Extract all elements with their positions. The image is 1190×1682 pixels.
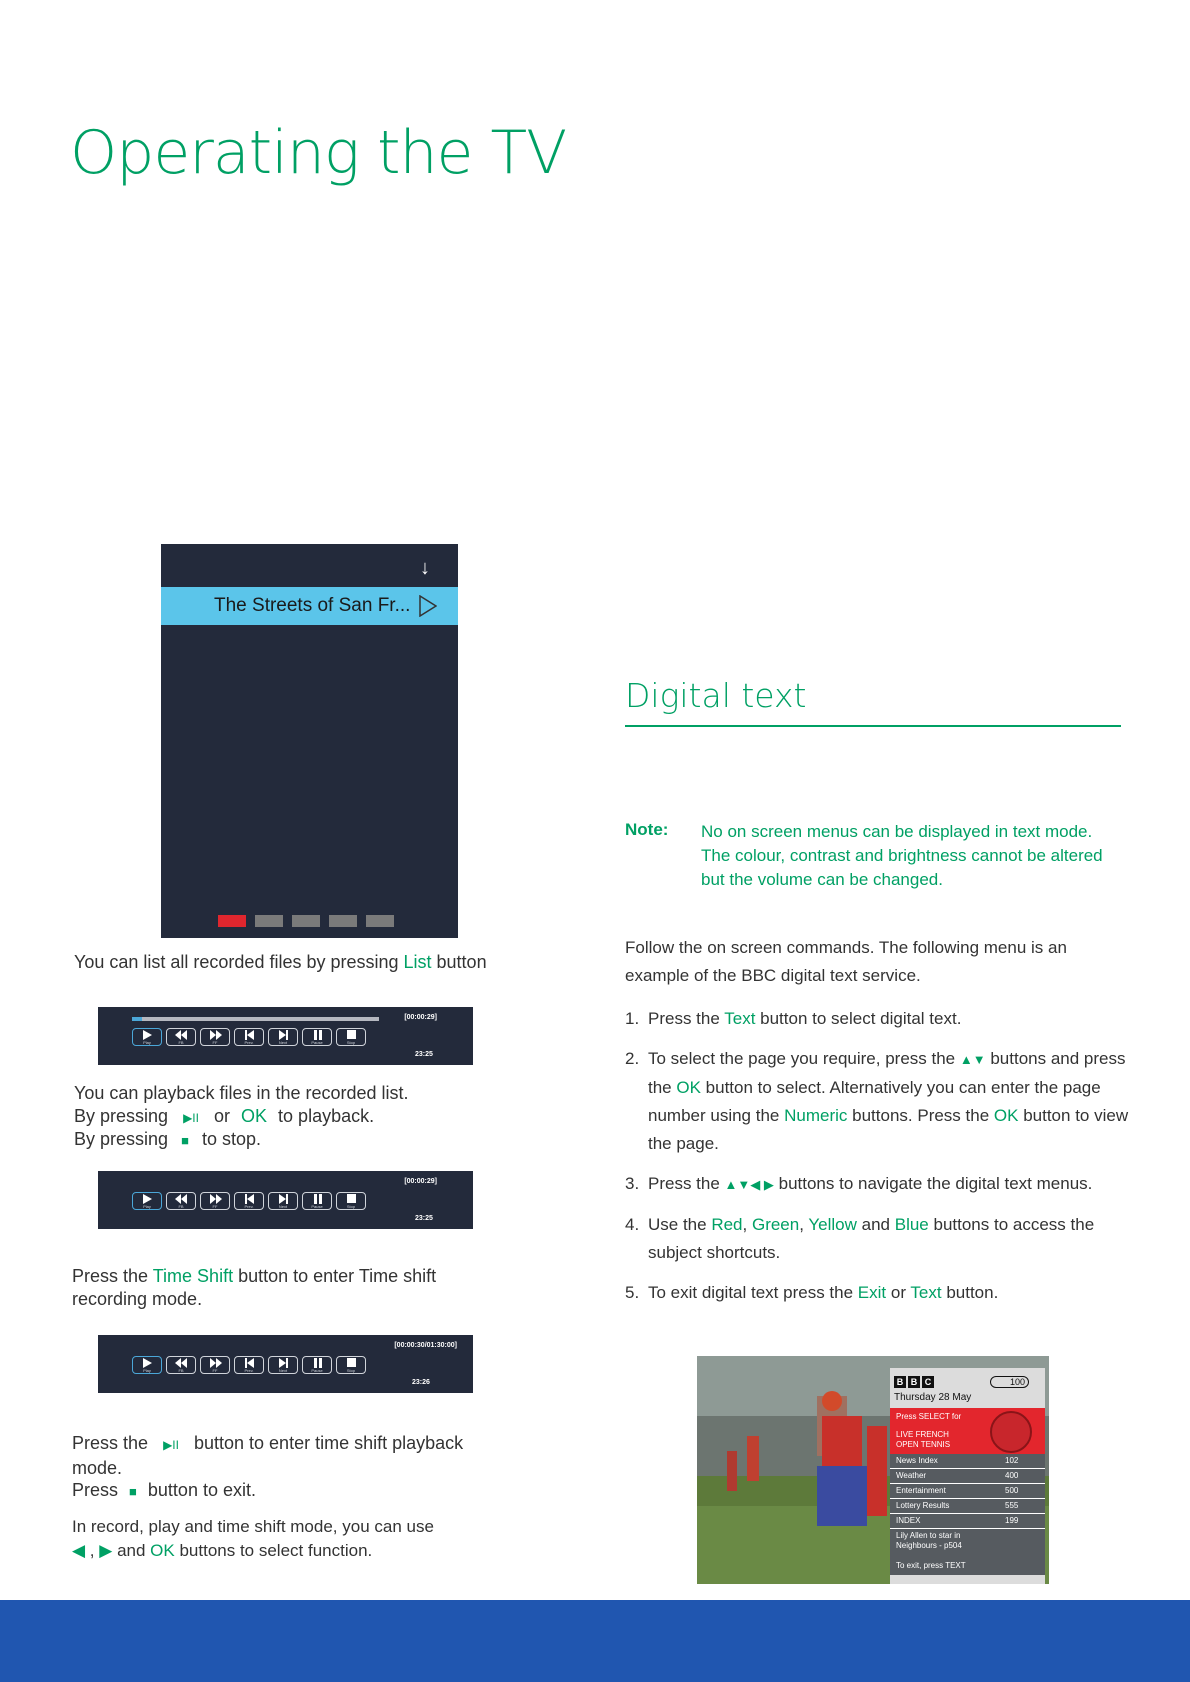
teletext-panel xyxy=(890,1368,1045,1584)
prev-button[interactable] xyxy=(234,1192,264,1210)
player-controls xyxy=(132,1356,366,1374)
previous-icon xyxy=(243,1194,256,1204)
yellow-keyword: Yellow xyxy=(808,1215,857,1234)
timeshift-time: [00:00:30/01:30:00] xyxy=(394,1342,457,1349)
play-icon xyxy=(141,1358,154,1368)
elapsed-time: [00:00:29] xyxy=(404,1178,437,1185)
up-down-arrows-icon: ▲▼ xyxy=(959,1052,986,1067)
fast-forward-icon xyxy=(209,1030,222,1040)
play-pause-icon: ▶II xyxy=(183,1111,199,1125)
teletext-row[interactable]: News Index 102 xyxy=(890,1454,1045,1469)
page-dot[interactable] xyxy=(366,915,394,927)
exit-caption xyxy=(72,1479,256,1503)
control-label: FF xyxy=(212,1368,218,1373)
next-button[interactable] xyxy=(268,1192,298,1210)
promo-line1: Press SELECT for xyxy=(896,1412,962,1421)
step-item: 1. Press the Text button to select digital text. xyxy=(625,1009,962,1028)
playback-line1: You can playback files in the recorded list. xyxy=(74,1083,409,1103)
player-bar-list xyxy=(98,1171,473,1229)
teletext-exit-hint: To exit, press TEXT xyxy=(890,1557,1045,1575)
control-label: Next xyxy=(278,1040,288,1045)
stop-button[interactable] xyxy=(336,1028,366,1046)
list-caption-text: You can list all recorded files by pressing xyxy=(74,952,404,972)
page-title: Operating the TV xyxy=(70,118,567,188)
footer-band xyxy=(0,1600,1190,1682)
step-item: 4. Use the Red, Green, Yellow and Blue buttons to access the subject shortcuts. xyxy=(625,1215,1095,1262)
arrow-down-icon: ↓ xyxy=(420,557,430,579)
playback-line2 xyxy=(74,1105,374,1130)
play-icon xyxy=(141,1030,154,1040)
stop-text: By pressing xyxy=(74,1129,169,1149)
player-controls xyxy=(132,1192,366,1210)
right-arrow-icon: ▶ xyxy=(99,1541,113,1560)
teletext-row[interactable]: Lottery Results 555 xyxy=(890,1499,1045,1514)
clock: 23:26 xyxy=(412,1379,430,1386)
list-caption-end: button xyxy=(431,952,487,972)
control-label: FF xyxy=(212,1040,218,1045)
progress-fill xyxy=(132,1017,142,1021)
red-promo-banner[interactable] xyxy=(890,1408,1045,1454)
function-line1: In record, play and time shift mode, you can use xyxy=(72,1517,434,1536)
stop-button[interactable] xyxy=(336,1192,366,1210)
ff-button[interactable] xyxy=(200,1028,230,1046)
next-button[interactable] xyxy=(268,1028,298,1046)
recorded-list-screen xyxy=(161,544,458,938)
control-label: Stop xyxy=(346,1040,356,1045)
timeshift-play-text: Press the xyxy=(72,1433,149,1453)
ok-keyword: OK xyxy=(241,1106,268,1126)
pause-button[interactable] xyxy=(302,1028,332,1046)
control-label: Next xyxy=(278,1368,288,1373)
function-line2: ◀ , ▶ and OK buttons to select function. xyxy=(72,1541,373,1560)
stop-text-end: to stop. xyxy=(201,1129,261,1149)
fb-button[interactable] xyxy=(166,1356,196,1374)
control-label: Pause xyxy=(311,1040,323,1045)
numeric-keyword: Numeric xyxy=(784,1106,848,1125)
list-page-dots xyxy=(218,915,394,927)
teletext-example-image xyxy=(697,1356,1049,1584)
play-button[interactable] xyxy=(132,1356,162,1374)
control-label: Prev. xyxy=(244,1368,254,1373)
note-text: No on screen menus can be displayed in text mode. The colour, contrast and brightness cannot be altered but the volume can be changed. xyxy=(701,822,1103,889)
control-label: Play xyxy=(143,1204,151,1209)
fb-button[interactable] xyxy=(166,1028,196,1046)
control-label: Pause xyxy=(311,1368,323,1373)
player-bar-timeshift xyxy=(98,1335,473,1393)
exit-keyword: Exit xyxy=(857,1283,887,1302)
next-icon xyxy=(277,1358,290,1368)
ok-keyword: OK xyxy=(676,1078,701,1097)
step-item: 3. Press the ▲▼◀ ▶ buttons to navigate the digital text menus. xyxy=(625,1174,1093,1193)
stop-icon xyxy=(345,1358,358,1368)
stop-icon xyxy=(345,1194,358,1204)
bbc-logo: B B C xyxy=(894,1376,934,1388)
control-label: Play xyxy=(143,1368,151,1373)
green-keyword: Green xyxy=(751,1215,800,1234)
pause-button[interactable] xyxy=(302,1192,332,1210)
timeshift-keyword: Time Shift xyxy=(152,1266,234,1286)
teletext-row[interactable]: Weather 400 xyxy=(890,1469,1045,1484)
exit-text-end: button to exit. xyxy=(147,1480,256,1500)
control-label: FF xyxy=(212,1204,218,1209)
play-button[interactable] xyxy=(132,1028,162,1046)
teletext-index xyxy=(890,1454,1045,1575)
control-label: FB xyxy=(178,1204,184,1209)
step-item: 2. To select the page you require, press the ▲▼ buttons and press the OK button to select. Alternatively you can enter the page number using the Numeric buttons. Press the OK button to view the page. xyxy=(625,1049,1129,1153)
rewind-icon xyxy=(175,1030,188,1040)
pause-icon xyxy=(311,1358,324,1368)
next-icon xyxy=(277,1194,290,1204)
pause-button[interactable] xyxy=(302,1356,332,1374)
next-button[interactable] xyxy=(268,1356,298,1374)
promo-lines: LIVE FRENCH OPEN TENNIS xyxy=(896,1430,951,1449)
fb-button[interactable] xyxy=(166,1192,196,1210)
control-label: Stop xyxy=(346,1204,356,1209)
pause-icon xyxy=(311,1194,324,1204)
progress-bar[interactable] xyxy=(132,1017,379,1021)
page-dot-red[interactable] xyxy=(218,915,246,927)
blue-keyword: Blue xyxy=(894,1215,929,1234)
ff-button[interactable] xyxy=(200,1356,230,1374)
red-keyword: Red xyxy=(711,1215,743,1234)
stop-icon: ■ xyxy=(181,1133,189,1148)
teletext-row[interactable]: Entertainment 500 xyxy=(890,1484,1045,1499)
recorded-list-item[interactable] xyxy=(161,587,458,625)
elapsed-time: [00:00:29] xyxy=(404,1014,437,1021)
heading-rule xyxy=(625,725,1121,727)
control-label: Pause xyxy=(311,1204,323,1209)
control-label: Play xyxy=(143,1040,151,1045)
control-label: Prev. xyxy=(244,1040,254,1045)
teletext-date: Thursday 28 May xyxy=(894,1392,972,1403)
timeshift-caption xyxy=(72,1265,492,1311)
stop-icon: ■ xyxy=(129,1484,137,1499)
page-dot[interactable] xyxy=(292,915,320,927)
ff-button[interactable] xyxy=(200,1192,230,1210)
steps-list xyxy=(625,1005,1130,1319)
timeshift-play-text-end: button to enter time shift playback mode. xyxy=(72,1433,464,1478)
playback-text: By pressing xyxy=(74,1106,169,1126)
function-and: and xyxy=(117,1541,146,1560)
recorded-item-title: The Streets of San Fr... xyxy=(214,595,411,616)
control-label: Next xyxy=(278,1204,288,1209)
ok-keyword: OK xyxy=(993,1106,1019,1125)
clock: 23:25 xyxy=(415,1051,433,1058)
section-heading: Digital text xyxy=(625,676,807,715)
play-outline-icon xyxy=(419,595,437,617)
previous-icon xyxy=(243,1030,256,1040)
page-dot[interactable] xyxy=(329,915,357,927)
rewind-icon xyxy=(175,1358,188,1368)
play-button[interactable] xyxy=(132,1192,162,1210)
fast-forward-icon xyxy=(209,1194,222,1204)
prev-button[interactable] xyxy=(234,1356,264,1374)
text-keyword: Text xyxy=(910,1283,942,1302)
playback-text-end: to playback. xyxy=(278,1106,375,1126)
next-icon xyxy=(277,1030,290,1040)
intro-text: Follow the on screen commands. The following menu is an example of the BBC digital text service. xyxy=(625,938,1067,985)
previous-icon xyxy=(243,1358,256,1368)
stop-button[interactable] xyxy=(336,1356,366,1374)
teletext-headline[interactable]: Lily Allen to star in Neighbours - p504 xyxy=(890,1529,1045,1557)
playback-line3 xyxy=(74,1128,261,1152)
player-bar-playback xyxy=(98,1007,473,1065)
page-number: 100 xyxy=(990,1376,1029,1388)
list-keyword: List xyxy=(403,952,432,972)
step-item: 5. To exit digital text press the Exit or Text button. xyxy=(625,1283,999,1302)
note-label: Note: xyxy=(625,820,669,839)
control-label: FB xyxy=(178,1368,184,1373)
playback-or: or xyxy=(213,1106,230,1126)
control-label: FB xyxy=(178,1040,184,1045)
timeshift-text-end: button to enter Time shift recording mode. xyxy=(72,1266,437,1309)
play-pause-icon: ▶II xyxy=(163,1438,179,1452)
play-icon xyxy=(141,1194,154,1204)
left-arrow-icon: ◀ xyxy=(72,1541,86,1560)
timeshift-play-caption xyxy=(72,1432,512,1480)
clock: 23:25 xyxy=(415,1215,433,1222)
tennis-ball-icon xyxy=(990,1411,1032,1453)
rewind-icon xyxy=(175,1194,188,1204)
pause-icon xyxy=(311,1030,324,1040)
teletext-row[interactable]: INDEX 199 xyxy=(890,1514,1045,1529)
control-label: Stop xyxy=(346,1368,356,1373)
exit-text: Press xyxy=(72,1480,119,1500)
timeshift-text: Press the xyxy=(72,1266,153,1286)
ok-keyword: OK xyxy=(150,1541,175,1560)
player-controls xyxy=(132,1028,366,1046)
control-label: Prev. xyxy=(244,1204,254,1209)
page-dot[interactable] xyxy=(255,915,283,927)
function-text-end: buttons to select function. xyxy=(179,1541,373,1560)
stop-icon xyxy=(345,1030,358,1040)
text-keyword: Text xyxy=(724,1009,756,1028)
list-caption xyxy=(74,951,487,974)
direction-arrows-icon: ▲▼◀ ▶ xyxy=(724,1177,774,1192)
prev-button[interactable] xyxy=(234,1028,264,1046)
fast-forward-icon xyxy=(209,1358,222,1368)
